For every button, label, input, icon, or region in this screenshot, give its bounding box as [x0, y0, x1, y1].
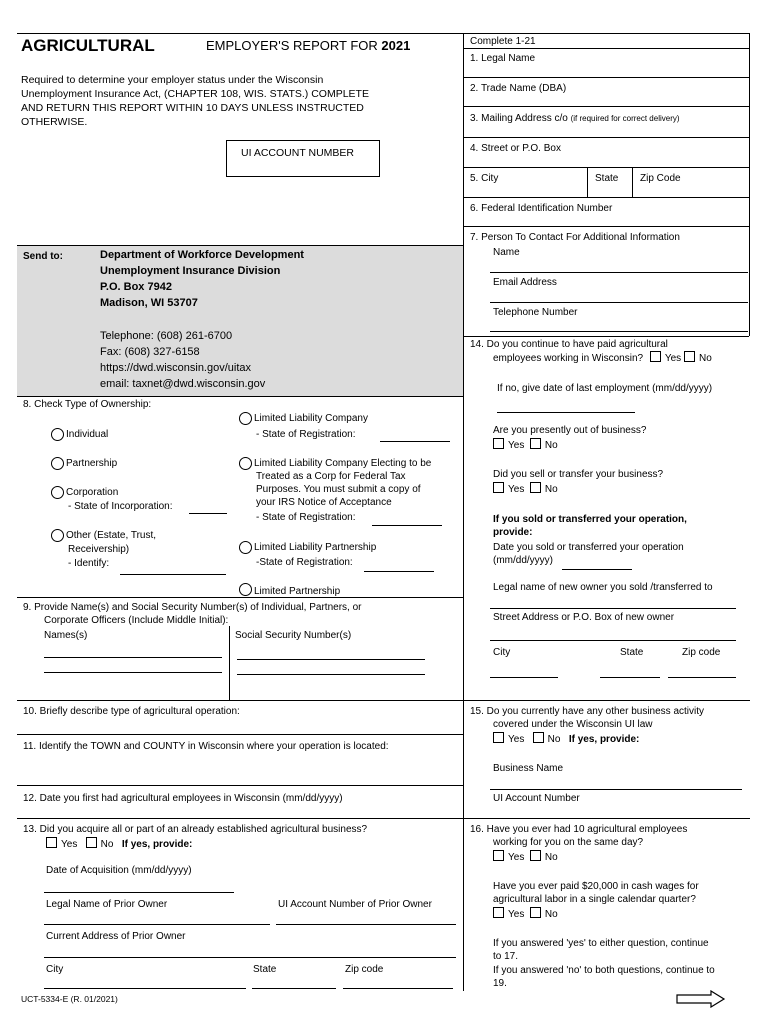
q16-ans-no-2: 19.	[493, 978, 507, 989]
llc-corp-line-3: Purposes. You must submit a copy of	[256, 484, 421, 495]
q14-sell-no-checkbox[interactable]	[530, 482, 541, 493]
q5-zip[interactable]: Zip Code	[640, 173, 681, 184]
send-to-line-2: Unemployment Insurance Division	[100, 265, 281, 277]
q13-no-checkbox[interactable]	[86, 837, 97, 848]
q13-addr-field[interactable]	[44, 957, 456, 958]
q14-line-2	[493, 351, 712, 365]
llp-radio[interactable]	[239, 541, 252, 554]
intro-line-4: OTHERWISE.	[21, 116, 88, 128]
llc-radio[interactable]	[239, 412, 252, 425]
llp-state-label: -State of Registration:	[256, 557, 353, 568]
name-line	[490, 272, 748, 273]
divider	[17, 734, 463, 735]
center-divider	[463, 33, 464, 991]
q14-sell-label: Did you sell or transfer your business?	[493, 469, 664, 480]
q14-last-label: If no, give date of last employment (mm/dd/yyyy)	[497, 383, 713, 394]
q13-label: 13. Did you acquire all or part of an already established agricultural business?	[23, 824, 368, 835]
q14-sell-answers	[493, 482, 558, 496]
corporation-radio[interactable]	[51, 486, 64, 499]
q14-out-yes-checkbox[interactable]	[493, 438, 504, 449]
intro-line-3: AND RETURN THIS REPORT WITHIN 10 DAYS UNLESS INSTRUCTED	[21, 102, 364, 114]
intro-line-2: Unemployment Insurance Act, (CHAPTER 108, WIS. STATS.) COMPLETE	[21, 88, 369, 100]
q15-yes-label: Yes	[508, 734, 525, 745]
q10-label[interactable]: 10. Briefly describe type of agricultural operation:	[23, 706, 240, 717]
q14-city-label: City	[493, 647, 511, 658]
llc-state-label: - State of Registration:	[256, 429, 356, 440]
corp-state-field[interactable]	[189, 513, 227, 514]
q13-zip-label: Zip code	[345, 964, 384, 975]
lp-radio[interactable]	[239, 583, 252, 596]
q14-date-sold-field[interactable]	[562, 569, 632, 570]
q3-note: (if required for correct delivery)	[570, 114, 680, 123]
q9-ssn-label: Social Security Number(s)	[235, 630, 352, 641]
name-field-2[interactable]	[44, 672, 222, 673]
q14-sell-yes-label: Yes	[508, 484, 525, 495]
other-identify-label: - Identify:	[68, 558, 110, 569]
divider	[463, 336, 749, 337]
q16a-no-label: No	[544, 852, 558, 863]
q13-answers	[46, 837, 192, 851]
q12-label[interactable]: 12. Date you first had agricultural employees in Wisconsin (mm/dd/yyyy)	[23, 793, 343, 804]
llc-corp-radio[interactable]	[239, 457, 252, 470]
q13-date-label: Date of Acquisition (mm/dd/yyyy)	[46, 865, 192, 876]
divider	[17, 785, 463, 786]
corp-state-label: - State of Incorporation:	[68, 501, 173, 512]
q13-no-label: No	[100, 839, 114, 850]
q9-names-label: Names(s)	[44, 630, 88, 641]
q15-biz-label: Business Name	[493, 763, 564, 774]
q14-sell-no-label: No	[544, 484, 558, 495]
q16-ans-no-1: If you answered 'no' to both questions, continue to	[493, 965, 715, 976]
q14-line-1: 14. Do you continue to have paid agricultural	[470, 339, 668, 350]
send-to-line-4: Madison, WI 53707	[100, 297, 198, 309]
llc-corp-line-2: Treated as a Corp for Federal Tax	[256, 471, 406, 482]
llc-corp-line-1: Limited Liability Company Electing to be	[254, 458, 432, 469]
contact-email-link[interactable]: email: taxnet@dwd.wisconsin.gov	[100, 378, 266, 390]
email-line	[490, 302, 748, 303]
other-radio[interactable]	[51, 529, 64, 542]
q4-street[interactable]: 4. Street or P.O. Box	[470, 143, 561, 154]
intro-line-1: Required to determine your employer status under the Wisconsin	[21, 74, 324, 86]
q16b-yes-checkbox[interactable]	[493, 907, 504, 918]
contact-website-link[interactable]: https://dwd.wisconsin.gov/uitax	[100, 362, 252, 374]
q13-state-label: State	[253, 964, 277, 975]
q15-ui-label: UI Account Number	[493, 793, 580, 804]
q3-mailing-address[interactable]	[470, 112, 680, 125]
divider	[17, 700, 463, 701]
divider	[463, 106, 749, 107]
q14-last-field[interactable]	[497, 412, 635, 413]
q14-out-yes-label: Yes	[508, 440, 525, 451]
q5-city[interactable]: 5. City	[470, 173, 499, 184]
q13-yes-label: Yes	[61, 839, 78, 850]
q16a-yes-checkbox[interactable]	[493, 850, 504, 861]
top-border	[17, 33, 750, 34]
individual-radio[interactable]	[51, 428, 64, 441]
q16a-no-checkbox[interactable]	[530, 850, 541, 861]
q16-line-1: 16. Have you ever had 10 agricultural employees	[470, 824, 688, 835]
divider	[463, 48, 749, 49]
q15-answers	[493, 732, 639, 746]
q7-phone[interactable]: Telephone Number	[493, 307, 578, 318]
q14-date-sold-1: Date you sold or transferred your operation	[493, 542, 684, 553]
q14-if-sold-1: If you sold or transferred your operation,	[493, 514, 687, 525]
q16-line-2: working for you on the same day?	[493, 837, 644, 848]
other-label-2: Receivership)	[68, 544, 130, 555]
corporation-label: Corporation	[66, 487, 119, 498]
right-border	[749, 33, 750, 336]
phone-line	[490, 331, 748, 332]
llc-corp-line-4: your IRS Notice of Acceptance	[256, 497, 392, 508]
q16a-yes-label: Yes	[508, 852, 525, 863]
divider	[17, 818, 463, 819]
divider	[587, 167, 588, 197]
q13-zip-field[interactable]	[343, 988, 453, 989]
q16-answers-1	[493, 850, 558, 864]
q15-no-label: No	[547, 734, 561, 745]
q15-no-checkbox[interactable]	[533, 732, 544, 743]
q14-zip-label: Zip code	[682, 647, 721, 658]
q13-yes-checkbox[interactable]	[46, 837, 57, 848]
llc-corp-state-label: - State of Registration:	[256, 512, 356, 523]
q13-ui-label: UI Account Number of Prior Owner	[278, 899, 432, 910]
divider	[229, 626, 230, 700]
divider	[463, 167, 749, 168]
send-to-label: Send to:	[23, 251, 63, 262]
form-id: UCT-5334-E (R. 01/2021)	[21, 994, 118, 1004]
q5-state[interactable]: State	[595, 173, 619, 184]
q13-legal-field[interactable]	[44, 924, 270, 925]
send-to-line-1: Department of Workforce Development	[100, 249, 304, 261]
arrow-right-icon[interactable]	[676, 990, 726, 1008]
q14-question: employees working in Wisconsin?	[493, 353, 644, 364]
q14-out-no-label: No	[544, 440, 558, 451]
q15-if-yes: If yes, provide:	[568, 734, 640, 745]
divider	[463, 137, 749, 138]
q7-email[interactable]: Email Address	[493, 277, 557, 288]
name-field-1[interactable]	[44, 657, 222, 658]
lp-label: Limited Partnership	[254, 586, 341, 597]
divider	[463, 700, 750, 701]
q13-legal-label: Legal Name of Prior Owner	[46, 899, 168, 910]
q14-zip-field[interactable]	[668, 677, 736, 678]
divider	[463, 77, 749, 78]
q13-ui-field[interactable]	[276, 924, 456, 925]
q2-trade-name[interactable]: 2. Trade Name (DBA)	[470, 83, 567, 94]
llp-label: Limited Liability Partnership	[254, 542, 377, 553]
other-identify-field[interactable]	[120, 574, 226, 575]
q13-city-label: City	[46, 964, 64, 975]
form-title: AGRICULTURAL	[21, 36, 155, 55]
report-year: 2021	[381, 38, 411, 53]
q15-yes-checkbox[interactable]	[493, 732, 504, 743]
llp-state-field[interactable]	[364, 571, 434, 572]
q14-new-owner-field[interactable]	[490, 608, 736, 609]
q14-state-label: State	[620, 647, 644, 658]
q13-if-yes: If yes, provide:	[121, 839, 193, 850]
q15-line-2: covered under the Wisconsin UI law	[493, 719, 653, 730]
q14-out-answers	[493, 438, 558, 452]
q13-addr-label: Current Address of Prior Owner	[46, 931, 186, 942]
q13-city-field[interactable]	[44, 988, 246, 989]
q14-out-no-checkbox[interactable]	[530, 438, 541, 449]
q16-ans-yes-1: If you answered 'yes' to either question, continue	[493, 938, 709, 949]
q14-date-sold-2: (mm/dd/yyyy)	[493, 555, 553, 566]
q6-fein[interactable]: 6. Federal Identification Number	[470, 203, 613, 214]
q8-title: 8. Check Type of Ownership:	[23, 399, 152, 410]
divider	[17, 597, 463, 598]
q14-state-field[interactable]	[600, 677, 660, 678]
q14-street-label: Street Address or P.O. Box of new owner	[493, 612, 675, 623]
q16-answers-2	[493, 907, 558, 921]
q1-legal-name[interactable]: 1. Legal Name	[470, 53, 536, 64]
q7-name[interactable]: Name	[493, 247, 520, 258]
q14-sell-yes-checkbox[interactable]	[493, 482, 504, 493]
q14-city-field[interactable]	[490, 677, 558, 678]
divider	[463, 197, 749, 198]
q14-out-label: Are you presently out of business?	[493, 425, 647, 436]
report-title	[206, 38, 410, 54]
divider	[632, 167, 633, 197]
q16b-no-label: No	[544, 909, 558, 920]
partnership-radio[interactable]	[51, 457, 64, 470]
individual-label: Individual	[66, 429, 109, 440]
q7-contact: 7. Person To Contact For Additional Information	[470, 232, 680, 243]
report-title-text: EMPLOYER'S REPORT FOR	[206, 38, 378, 53]
ui-account-number-label: UI ACCOUNT NUMBER	[241, 147, 354, 159]
ui-account-number-box[interactable]	[226, 140, 380, 177]
q16-paid-1: Have you ever paid $20,000 in cash wages for	[493, 881, 699, 892]
q14-new-owner-label: Legal name of new owner you sold /transferred to	[493, 582, 713, 593]
q15-biz-field[interactable]	[490, 789, 742, 790]
q11-label[interactable]: 11. Identify the TOWN and COUNTY in Wisconsin where your operation is located:	[23, 741, 389, 752]
q14-no-label: No	[698, 353, 712, 364]
q15-line-1: 15. Do you currently have any other business activity	[470, 706, 705, 717]
q14-if-sold-2: provide:	[493, 527, 533, 538]
other-label: Other (Estate, Trust,	[66, 530, 157, 541]
q14-yes-checkbox[interactable]	[650, 351, 661, 362]
ssn-field-1[interactable]	[237, 659, 425, 660]
send-to-line-3: P.O. Box 7942	[100, 281, 172, 293]
contact-fax: Fax: (608) 327-6158	[100, 346, 200, 358]
q3-label: 3. Mailing Address c/o	[470, 113, 568, 124]
q9-line-1: 9. Provide Name(s) and Social Security Number(s) of Individual, Partners, or	[23, 602, 362, 613]
q14-street-field[interactable]	[490, 640, 736, 641]
q13-date-field[interactable]	[44, 892, 234, 893]
q9-line-2: Corporate Officers (Include Middle Initial):	[44, 615, 229, 626]
partnership-label: Partnership	[66, 458, 118, 469]
ssn-field-2[interactable]	[237, 674, 425, 675]
q16b-no-checkbox[interactable]	[530, 907, 541, 918]
divider	[463, 226, 749, 227]
complete-instruction: Complete 1-21	[470, 36, 536, 47]
q16-paid-2: agricultural labor in a single calendar quarter?	[493, 894, 696, 905]
q14-no-checkbox[interactable]	[684, 351, 695, 362]
q13-state-field[interactable]	[252, 988, 336, 989]
q16-ans-yes-2: to 17.	[493, 951, 519, 962]
contact-telephone: Telephone: (608) 261-6700	[100, 330, 233, 342]
llc-state-field[interactable]	[380, 441, 450, 442]
divider	[463, 818, 750, 819]
q16b-yes-label: Yes	[508, 909, 525, 920]
llc-corp-state-field[interactable]	[372, 525, 442, 526]
q14-yes-label: Yes	[664, 353, 682, 364]
llc-label: Limited Liability Company	[254, 413, 368, 424]
